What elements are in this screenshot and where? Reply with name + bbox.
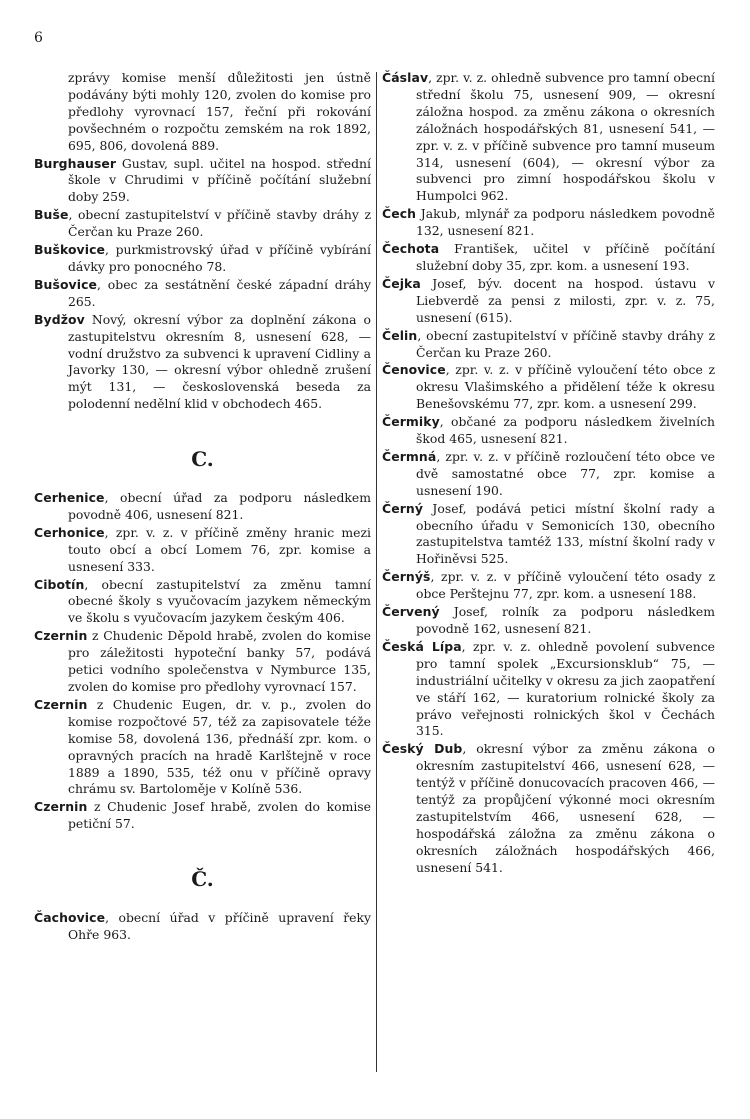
entry-text: , obec za sestátnění české západní dráhy 265.: [68, 276, 371, 309]
index-entry: [382, 70, 715, 205]
index-entry: [34, 697, 371, 798]
index-entry: [34, 799, 371, 833]
entry-text: František, učitel v příčině počítání služební doby 35, zpr. kom. a usnesení 193.: [416, 241, 715, 273]
entry-text: , obecní úřad v příčině upravení řeky Ohře 963.: [68, 910, 371, 942]
index-entry: [34, 577, 371, 628]
entry-headword: Černýš: [382, 569, 431, 585]
entry-text: Josef, rolník za podporu následkem povodně 162, usnesení 821.: [416, 604, 715, 636]
entry-text: Jakub, mlynář za podporu následkem povodně 132, usnesení 821.: [416, 206, 715, 239]
index-entry: [34, 156, 371, 207]
index-entry: [34, 242, 371, 276]
entry-list-right: [382, 70, 715, 877]
entry-headword: Cibotín: [34, 576, 85, 592]
entry-text: , obecní úřad za podporu následkem povodně 406, usnesení 821.: [68, 490, 371, 522]
entry-text: , obecní zastupitelství v příčině stavby dráhy z Čerčan ku Praze 260.: [68, 207, 371, 240]
left-column: [34, 70, 371, 945]
entry-text: Josef, býv. docent na hospod. ústavu v Liebverdě za pensi z milosti, zpr. v. z. 75, usnesení (615).: [416, 275, 715, 325]
entry-text: z Chudenic Josef hrabě, zvolen do komise petiční 57.: [68, 799, 371, 832]
index-entry: [382, 241, 715, 275]
entry-headword: Buškovice: [34, 242, 106, 258]
index-entry: [382, 569, 715, 603]
entry-text: , okresní výbor za změnu zákona o okresním zastupitelství 466, usnesení 628, — tentýž v příčině donucovacích pracoven 466, — tentýž za propůjčení výkonné moci okresním zastupitelstvím 466, usnesení 628, — hospodářská záložna za změnu zákona o okresních záložnách hospodářských 466, usnesení 541.: [416, 741, 715, 875]
entry-headword: Čech: [382, 206, 417, 222]
entry-headword: Buše: [34, 207, 69, 223]
entry-headword: Cerhonice: [34, 524, 105, 540]
entry-list-ch: [34, 910, 371, 944]
index-entry: [34, 312, 371, 413]
index-entry: [382, 501, 715, 569]
index-entry: [382, 741, 715, 876]
index-entry: [382, 328, 715, 362]
index-entry: [34, 525, 371, 576]
entry-headword: Burghauser: [34, 155, 117, 171]
entry-list-c: [34, 490, 371, 833]
index-entry: [382, 362, 715, 413]
entry-text: z Chudenic Děpold hrabě, zvolen do komise pro záležitosti hypoteční banky 57, podává petici vodního společenstva v Nymburce 135, zvolen do komise pro předlohy vyrovnací 157.: [68, 628, 371, 694]
index-entry: [382, 414, 715, 448]
entry-headword: Czernin: [34, 799, 88, 815]
index-entry: [34, 277, 371, 311]
entry-text: , zpr. v. z. v příčině vyloučení této obce z okresu Vlašimského a přidělení téže k okresu Benešovskému 77, zpr. kom. a usnesení 299.: [416, 362, 715, 412]
entry-text: , obecní zastupitelství v příčině stavby dráhy z Čerčan ku Praze 260.: [416, 327, 715, 360]
section-heading-ch: Č.: [191, 867, 214, 892]
entry-headword: Červený: [382, 604, 440, 620]
entry-headword: Český Dub: [382, 741, 463, 757]
section-heading-c: C.: [191, 447, 214, 472]
index-entry: [34, 207, 371, 241]
index-entry: [34, 910, 371, 944]
entry-headword: Čenovice: [382, 362, 446, 378]
entry-text: , zpr. v. z. ohledně povolení subvence pro tamní spolek „Excursionsklub“ 75, — industriální učitelky v okresu za jich zaopatření ve stáří 162, — kuratorium rolnické školy za právo veřejnosti rolnických škol v Čechách 315.: [416, 638, 715, 739]
continuation-paragraph: zprávy komise menší důležitosti jen ústně podávány býti mohly 120, zvolen do komise pro předlohy vyrovnací 157, řeční při rokování povšechném o rozpočtu zemském na rok 1892, 695, 806, dovolená 889.: [68, 70, 371, 153]
index-entry: [382, 206, 715, 240]
entry-headword: Czernin: [34, 628, 88, 644]
entry-headword: Čechota: [382, 241, 440, 257]
index-entry: [382, 604, 715, 638]
entry-headword: Čermiky: [382, 414, 440, 430]
entry-text: , zpr. v. z. v příčině rozloučení této obce ve dvě samostatné obce 77, zpr. komise a usnesení 190.: [416, 448, 715, 498]
entry-text: z Chudenic Eugen, dr. v. p., zvolen do komise rozpočtové 57, též za zapisovatele téže komise 58, dovolená 136, přednáší zpr. kom. o opravných pracích na hradě Karlštejně v roce 1889 a 1890, 535, též onu v příčině opravy chrámu sv. Bartoloměje v Kolíně 536.: [68, 696, 371, 797]
index-entry: [34, 490, 371, 524]
entry-headword: Čermná: [382, 448, 437, 464]
entry-headword: Czernin: [34, 696, 88, 712]
entry-headword: Bydžov: [34, 311, 85, 327]
right-column: [382, 70, 715, 878]
entry-text: , purkmistrovský úřad v příčině vybírání dávky pro ponocného 78.: [68, 242, 371, 274]
entry-headword: Čelin: [382, 327, 418, 343]
entry-text: , zpr. v. z. v příčině vyloučení této osady z obce Perštejnu 77, zpr. kom. a usnesení 188.: [416, 569, 715, 602]
entry-headword: Bušovice: [34, 276, 98, 292]
index-entry: [34, 628, 371, 696]
entry-headword: Čejka: [382, 275, 421, 291]
page-number: 6: [34, 30, 43, 46]
entry-list-b: [34, 156, 371, 414]
entry-text: , obecní zastupitelství za změnu tamní obecné školy s vyučovacím jazykem německým ve školu s vyučovacím jazykem českým 406.: [68, 576, 371, 626]
entry-text: , zpr. v. z. v příčině změny hranic mezi touto obcí a obcí Lomem 76, zpr. komise a usnesení 333.: [68, 524, 371, 574]
entry-headword: Česká Lípa: [382, 638, 462, 654]
column-divider: [376, 72, 377, 1072]
entry-headword: Cerhenice: [34, 490, 105, 506]
entry-headword: Čáslav: [382, 70, 429, 85]
entry-text: , zpr. v. z. ohledně subvence pro tamní obecní střední školu 75, usnesení 909, — okresní záložna hospod. za změnu zákona o okresních záložnách hospodářských 81, usnesení 541, — zpr. v. z. v příčině subvence pro tamní museum 314, usnesení (604), — okresní výbor za subvenci pro zimní hospodářskou školu v Humpolci 962.: [416, 70, 715, 204]
entry-text: Josef, podává petici místní školní rady a obecního úřadu v Semonicích 130, obecního zastupitelstva tamtéž 133, místní školní rady v Hořiněvsi 525.: [416, 500, 715, 567]
index-entry: [382, 449, 715, 500]
entry-text: Gustav, supl. učitel na hospod. střední škole v Chrudimi v příčině počítání služební doby 259.: [68, 155, 371, 205]
entry-headword: Čachovice: [34, 910, 106, 926]
entry-headword: Černý: [382, 500, 424, 516]
index-entry: [382, 276, 715, 327]
entry-text: , občané za podporu následkem živelních škod 465, usnesení 821.: [416, 414, 715, 447]
entry-text: Nový, okresní výbor za doplnění zákona o zastupitelstvu okresním 8, usnesení 628, — vodní družstvo za subvenci k upravení Cidliny a Javorky 130, — okresní výbor ohledně zrušení mýt 131, — československá beseda za polodenní nedělní klid v obchodech 465.: [68, 311, 371, 412]
index-entry: [382, 639, 715, 740]
